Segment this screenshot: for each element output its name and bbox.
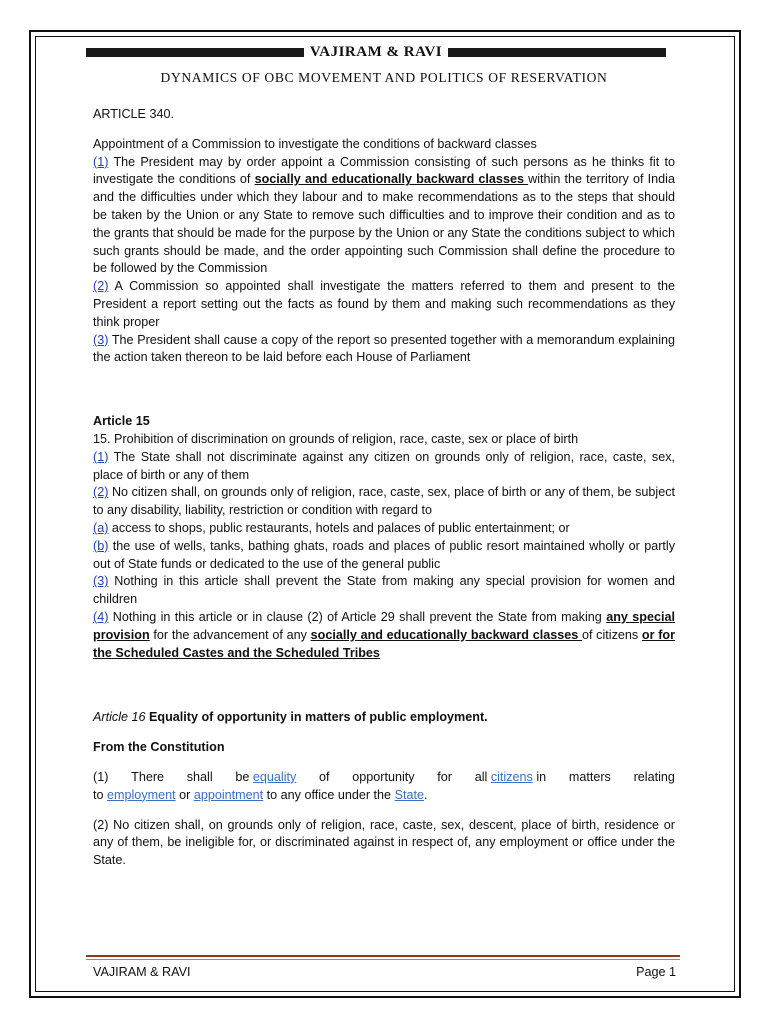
article-340-clause-2: (2) A Commission so appointed shall investigate the matters referred to them and present to the President a report setting out the facts as found by them and making such recommendations as they think proper	[93, 279, 675, 329]
article-15-clause-a: (a) access to shops, public restaurants, hotels and palaces of public entertainment; or	[93, 520, 570, 535]
clause-number-link[interactable]: (2)	[93, 279, 109, 294]
article-340-subheading: Appointment of a Commission to investigate the conditions of backward classes	[93, 136, 537, 151]
article-15-clause-2: (2) No citizen shall, on grounds only of religion, race, caste, sex, place of birth or any of them, be subject to any disability, liability, restriction or condition with regard to	[93, 485, 675, 518]
article-16-clause-1-line-2: to employment or appointment to any office under the State.	[93, 787, 428, 802]
clause-number-link[interactable]: (3)	[93, 574, 109, 589]
employment-link[interactable]: employment	[107, 787, 176, 802]
article-340-clause-1: (1) The President may by order appoint a Commission consisting of such persons as he thinks fit to investigate the conditions of socially and educationally backward classes within the territory of India and the difficulties under which they labour and to make recommendations as to the steps that should be taken by the Union or any State to remove such difficulties and to improve their condition and as to the grants that should be made for the purpose by the Union or any State the conditions subject to which such grants should be made, and the order appointing such Commission shall define the procedure to be followed by the Commission	[93, 154, 675, 276]
article-16-clause-2: (2) No citizen shall, on grounds only of religion, race, caste, sex, descent, place of birth, residence or any of them, be ineligible for, or discriminated against in respect of, any employment or office under the State.	[93, 817, 675, 868]
citizens-link[interactable]: citizens	[490, 769, 533, 784]
clause-number-link[interactable]: (1)	[93, 449, 109, 464]
article-15-clause-3: (3) Nothing in this article shall prevent the State from making any special provision for women and children	[93, 574, 675, 607]
document-title: DYNAMICS OF OBC MOVEMENT AND POLITICS OF RESERVATION	[160, 70, 608, 85]
footer-rule	[86, 955, 680, 957]
underlined-phrase: socially and educationally backward classes	[310, 627, 582, 642]
underlined-phrase: any special provision	[93, 609, 675, 642]
article-15-subheading: 15. Prohibition of discrimination on grounds of religion, race, caste, sex or place of birth	[93, 431, 579, 446]
clause-number-link[interactable]: (2)	[93, 485, 109, 500]
appointment-link[interactable]: appointment	[193, 787, 264, 802]
header-banner	[86, 42, 666, 62]
article-15-clause-1: (1) The State shall not discriminate against any citizen on grounds only of religion, race, caste, sex, place of birth or any of them	[93, 449, 675, 482]
article-15-heading: Article 15	[93, 414, 150, 429]
article-15-clause-b: (b) the use of wells, tanks, bathing ghats, roads and places of public resort maintained wholly or partly out of State funds or dedicated to the use of the general public	[93, 538, 675, 571]
footer-brand: VAJIRAM & RAVI	[93, 965, 191, 979]
article-340-clause-3: (3) The President shall cause a copy of the report so presented together with a memorandum explaining the action taken thereon to be laid before each House of Parliament	[93, 332, 675, 365]
header-bar-right	[448, 48, 666, 57]
header-brand: VAJIRAM & RAVI	[309, 43, 443, 60]
underlined-phrase: or for the Scheduled Castes and the Scheduled Tribes	[93, 627, 675, 660]
clause-number-link[interactable]: (4)	[93, 609, 109, 624]
article-16-heading: Article 16 Equality of opportunity in matters of public employment.	[93, 710, 488, 725]
underlined-phrase: socially and educationally backward classes	[254, 172, 529, 187]
document-body	[93, 106, 675, 870]
footer-rule-thin	[86, 959, 680, 960]
clause-number-link[interactable]: (a)	[93, 520, 109, 535]
state-link[interactable]: State	[394, 787, 424, 802]
header-bar-left	[86, 48, 304, 57]
article-15-clause-4: (4) Nothing in this article or in clause (2) of Article 29 shall prevent the State from making any special provision for the advancement of any socially and educationally backward classes of citizens or for the Scheduled Castes and the Scheduled Tribes	[93, 609, 675, 660]
clause-number-link[interactable]: (b)	[93, 538, 109, 553]
equality-link[interactable]: equality	[252, 769, 297, 784]
clause-number-link[interactable]: (3)	[93, 332, 109, 347]
clause-number-link[interactable]: (1)	[93, 154, 109, 169]
page-number: Page 1	[636, 965, 676, 979]
article-16-source: From the Constitution	[93, 740, 225, 755]
article-340-heading: ARTICLE 340.	[93, 107, 174, 121]
article-16-clause-1-line-1: (1) There shall be equality of opportunity for all citizens in matters relating	[93, 769, 675, 784]
